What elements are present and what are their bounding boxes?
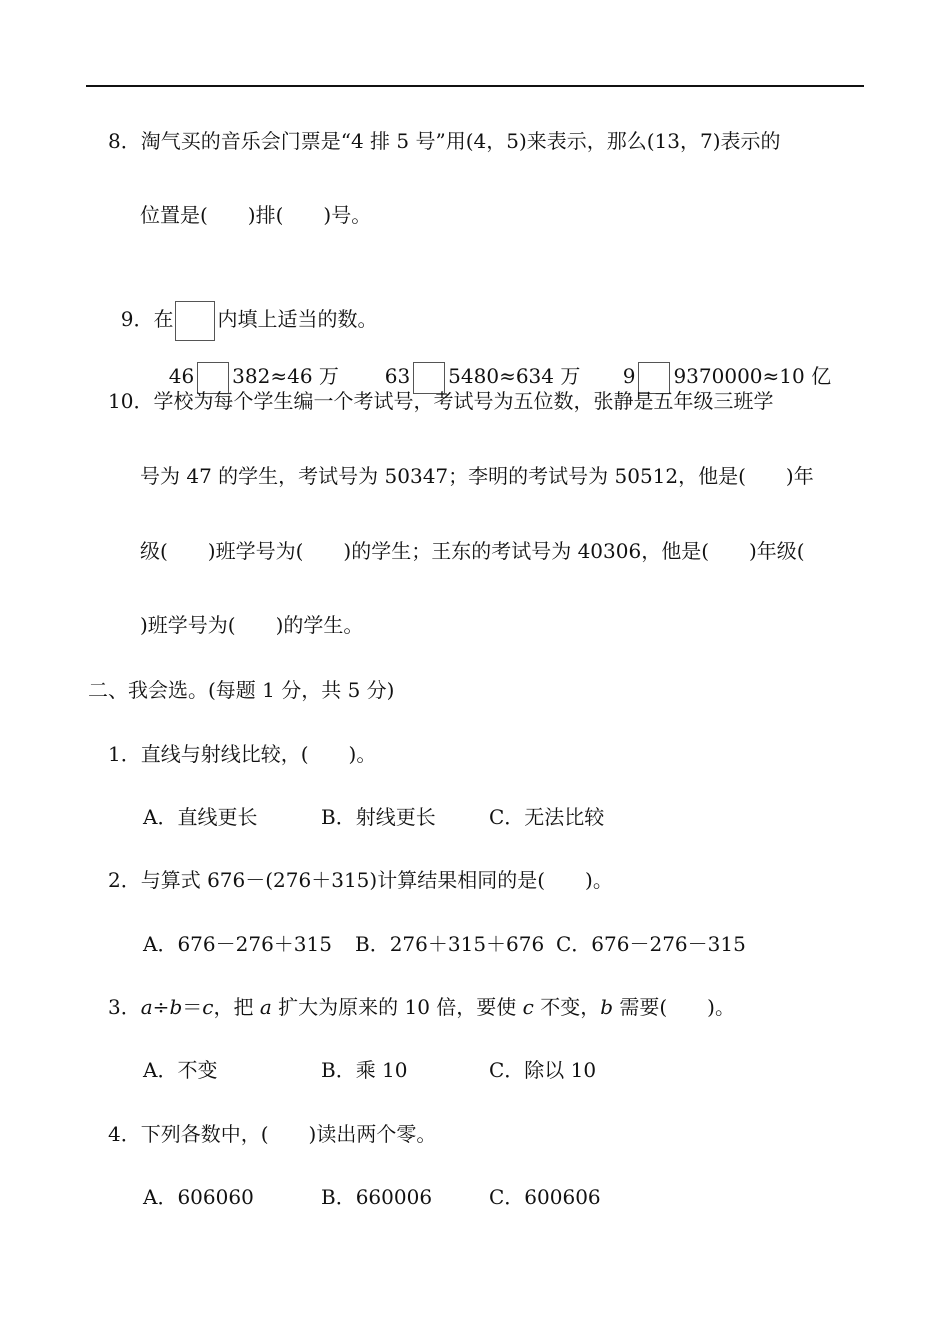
c4-stem: 4．下列各数中，( )读出两个零。 xyxy=(108,1122,437,1146)
header-rule xyxy=(86,85,864,87)
c1-option-b: B．射线更长 xyxy=(321,805,436,829)
q9-item-1 xyxy=(156,322,339,394)
c3-num: 3． xyxy=(108,995,141,1019)
q9-item3-pre: 9 xyxy=(622,364,636,388)
var-a2: a xyxy=(259,995,272,1019)
c3-option-c: C．除以 10 xyxy=(489,1058,597,1082)
c4-option-a: A．606060 xyxy=(143,1185,254,1209)
c3-text1: ，把 xyxy=(213,995,260,1019)
c1-option-c: C．无法比较 xyxy=(489,805,605,829)
c4-option-b: B．660006 xyxy=(321,1185,433,1209)
c2-stem: 2．与算式 676－(276＋315)计算结果相同的是( )。 xyxy=(108,868,613,892)
q10-line1: 10．学校为每个学生编一个考试号，考试号为五位数，张静是五年级三班学 xyxy=(108,389,774,413)
div-sign: ÷ xyxy=(152,995,170,1019)
c2-option-a: A．676－276＋315 xyxy=(143,932,332,956)
c1-stem: 1．直线与射线比较，( )。 xyxy=(108,742,377,766)
q10-line2: 号为 47 的学生，考试号为 50347；李明的考试号为 50512，他是( )年 xyxy=(140,464,814,488)
q9-item2-pre: 63 xyxy=(384,364,411,388)
var-b: b xyxy=(169,995,183,1019)
c2-option-c: C．676－276－315 xyxy=(556,932,746,956)
q9-item1-pre: 46 xyxy=(168,364,195,388)
q9-item3-post: 9370000≈10 亿 xyxy=(673,364,832,388)
var-c: c xyxy=(202,995,214,1019)
c3-option-b: B．乘 10 xyxy=(321,1058,408,1082)
q9-pre: 9．在 xyxy=(120,307,174,331)
q9-item2-post: 5480≈634 万 xyxy=(448,364,581,388)
c3-text4: 需要( )。 xyxy=(613,995,735,1019)
c4-option-c: C．600606 xyxy=(489,1185,601,1209)
var-c2: c xyxy=(522,995,534,1019)
c3-text3: 不变， xyxy=(533,995,601,1019)
q9-item-3 xyxy=(610,322,831,394)
section-title: 二、我会选。(每题 1 分，共 5 分) xyxy=(88,678,395,702)
eq-sign: ＝ xyxy=(182,995,203,1019)
var-b2: b xyxy=(600,995,614,1019)
q10-line3: 级( )班学号为( )的学生；王东的考试号为 40306，他是( )年级( xyxy=(140,539,805,563)
c2-option-b: B．276＋315＋676 xyxy=(355,932,545,956)
var-a: a xyxy=(140,995,153,1019)
c3-stem xyxy=(108,993,735,1021)
q9-item-2 xyxy=(372,322,580,394)
c1-option-a: A．直线更长 xyxy=(143,805,258,829)
q8-line1: 8．淘气买的音乐会门票是“4 排 5 号”用(4，5)来表示，那么(13，7)表示的 xyxy=(108,129,781,153)
c3-option-a: A．不变 xyxy=(143,1058,218,1082)
c3-text2: 扩大为原来的 10 倍，要使 xyxy=(271,995,523,1019)
q9-item1-post: 382≈46 万 xyxy=(232,364,339,388)
q8-line2: 位置是( )排( )号。 xyxy=(140,203,372,227)
q10-line4: )班学号为( )的学生。 xyxy=(140,613,364,637)
q9-post: 内填上适当的数。 xyxy=(217,307,378,331)
